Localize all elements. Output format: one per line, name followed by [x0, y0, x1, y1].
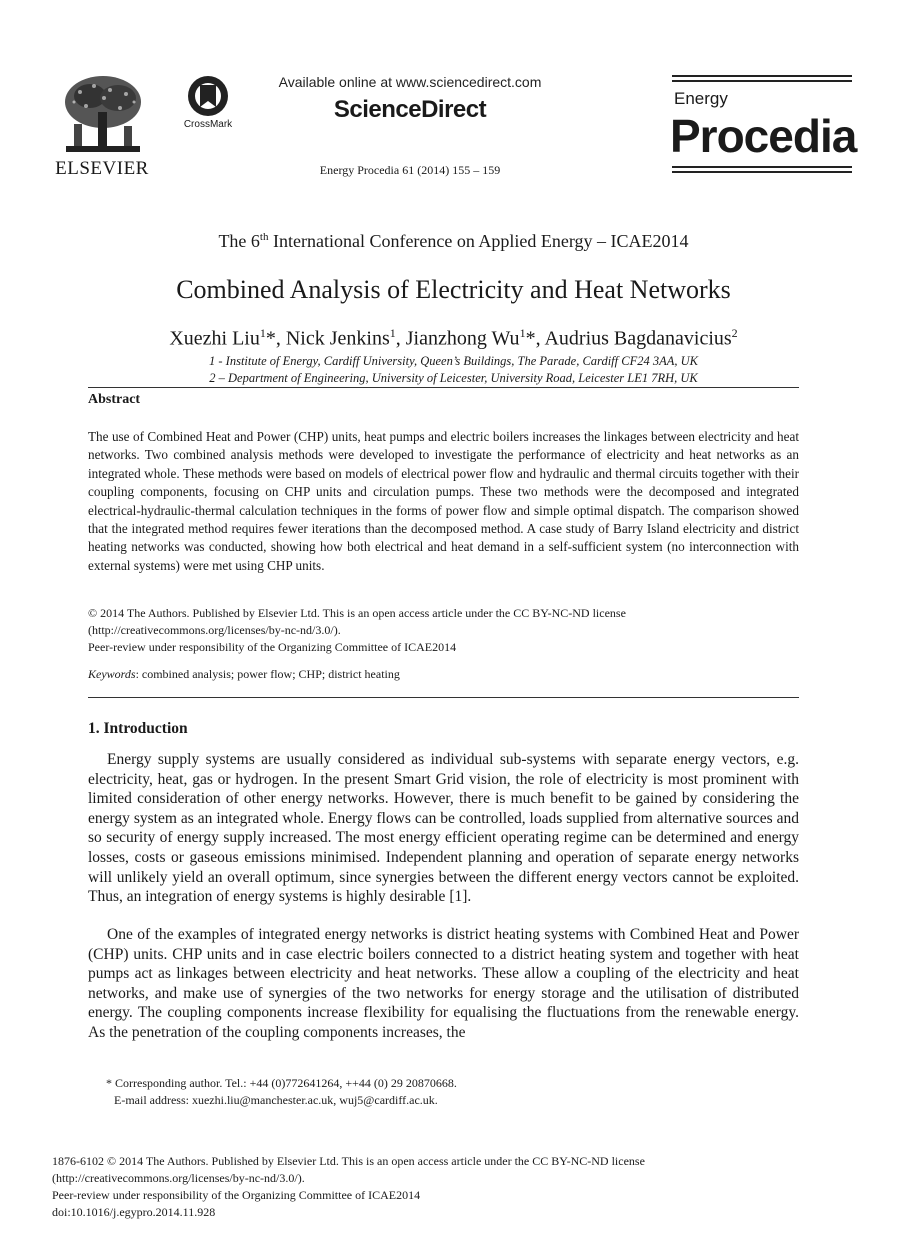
doi-line[interactable]: doi:10.1016/j.egypro.2014.11.928: [52, 1205, 216, 1219]
author-name: Jianzhong Wu: [405, 327, 520, 350]
journal-logo-rule: [672, 80, 852, 82]
author-name: Audrius Bagdanavicius: [544, 327, 732, 350]
corresponding-author-note: * Corresponding author. Tel.: +44 (0)772641264, ++44 (0) 29 20870668.: [106, 1076, 457, 1090]
header-divider: [88, 387, 799, 388]
crossmark-icon: [178, 75, 238, 119]
elsevier-tree-icon: [60, 72, 146, 156]
email-note: E-mail address: xuezhi.liu@manchester.ac.uk, wuj5@cardiff.ac.uk.: [114, 1093, 438, 1107]
journal-logo-rule: [672, 166, 852, 168]
crossmark-label: CrossMark: [183, 119, 233, 130]
license-link-bottom[interactable]: (http://creativecommons.org/licenses/by-nc-nd/3.0/).: [52, 1171, 305, 1185]
conference-name: The 6th International Conference on Applied Energy – ICAE2014: [218, 231, 689, 251]
journal-logo-energy: Energy: [674, 89, 728, 108]
keywords: Keywords: combined analysis; power flow; CHP; district heating: [88, 667, 400, 681]
peer-review-bottom: Peer-review under responsibility of the Organizing Committee of ICAE2014: [52, 1188, 421, 1202]
intro-paragraph-2: One of the examples of integrated energy networks is district heating systems with Combined Heat and Power (CHP) units. CHP units and in case electric boilers connected to a district heating system and together with heat pumps act as linkages between electricity and heat networks. These allow a coupling of the electricity and heat networks, and make use of synergies of the two networks for energy storage and the utilisation of distributed energy. The coupling components increase flexibility for equalising the fluctuations from the renewable energy. As the penetration of the coupling components increases, the: [88, 926, 799, 1041]
abstract-divider: [88, 697, 799, 698]
elsevier-logo: [52, 72, 152, 180]
journal-logo-rule: [672, 171, 852, 173]
section-heading: 1. Introduction: [88, 720, 188, 737]
license-link[interactable]: (http://creativecommons.org/licenses/by-nc-nd/3.0/).: [88, 623, 341, 637]
sciencedirect-logo[interactable]: ScienceDirect: [333, 96, 487, 123]
journal-logo-procedia: Procedia: [670, 110, 857, 162]
journal-logo-rule: [672, 75, 852, 77]
affiliation-1: 1 - Institute of Energy, Cardiff University, Queen’s Buildings, The Parade, Cardiff CF24 3AA, UK: [209, 354, 698, 368]
affiliation-2: 2 – Department of Engineering, University of Leicester, University Road, Leicester LE1 7RH, UK: [209, 371, 698, 385]
author-name: Nick Jenkins: [285, 327, 390, 350]
license-line: © 2014 The Authors. Published by Elsevier Ltd. This is an open access article under the CC BY-NC-ND license: [88, 606, 626, 620]
issn-license-line: 1876-6102 © 2014 The Authors. Published by Elsevier Ltd. This is an open access article under the CC BY-NC-ND license: [52, 1154, 645, 1168]
peer-review-line: Peer-review under responsibility of the Organizing Committee of ICAE2014: [88, 640, 457, 654]
journal-reference: Energy Procedia 61 (2014) 155 – 159: [319, 163, 501, 177]
author-list: Xuezhi Liu$^1$*, Nick Jenkins$^1$, Jianzhong Wu$^1$*, Audrius Bagdanavicius$^2$: [169, 326, 738, 350]
crossmark-badge[interactable]: [178, 75, 238, 135]
abstract-body: The use of Combined Heat and Power (CHP) units, heat pumps and electric boilers increases the linkages between electricity and heat networks. Two combined analysis methods were developed to investigate the performance of electricity and heat networks as an integrated whole. These methods were based on models of electrical power flow and hydraulic and thermal circuits together with their coupling components, focusing on CHP units and circulation pumps. These two methods were the decomposed and integrated electrical-hydraulic-thermal calculation techniques in the forms of power flow and simple optimal dispatch. The comparison showed that the integrated method requires fewer iterations than the decomposed method. A case study of Barry Island electricity and district heating networks was conducted, showing how both electrical and heat demand in a self-sufficient system (no interconnection with external systems) were met using CHP units.: [88, 429, 799, 573]
abstract-heading: Abstract: [88, 392, 141, 407]
author-name: Xuezhi Liu: [169, 327, 260, 350]
intro-paragraph-1: Energy supply systems are usually considered as individual sub-systems with separate energy vectors, e.g. electricity, heat, gas or hydrogen. In the present Smart Grid vision, the role of electricity is most prominent with limited consideration of other energy networks. However, there is much benefit to be gained by considering the energy system as an integrated whole. Energy flows can be controlled, loads supplied from alternative sources and so security of energy supply increased. The most energy efficient operating regime can be determined and energy losses, costs or gaseous emissions minimised. Independent planning and operation of separate energy networks will unlikely yield an overall optimum, since synergies between the different energy vectors cannot be exploited. Thus, an integration of energy systems is highly desirable [1].: [88, 751, 799, 906]
paper-title: Combined Analysis of Electricity and Heat Networks: [176, 275, 731, 304]
available-online-text[interactable]: Available online at www.sciencedirect.com: [278, 74, 542, 90]
elsevier-wordmark: ELSEVIER: [55, 158, 149, 179]
